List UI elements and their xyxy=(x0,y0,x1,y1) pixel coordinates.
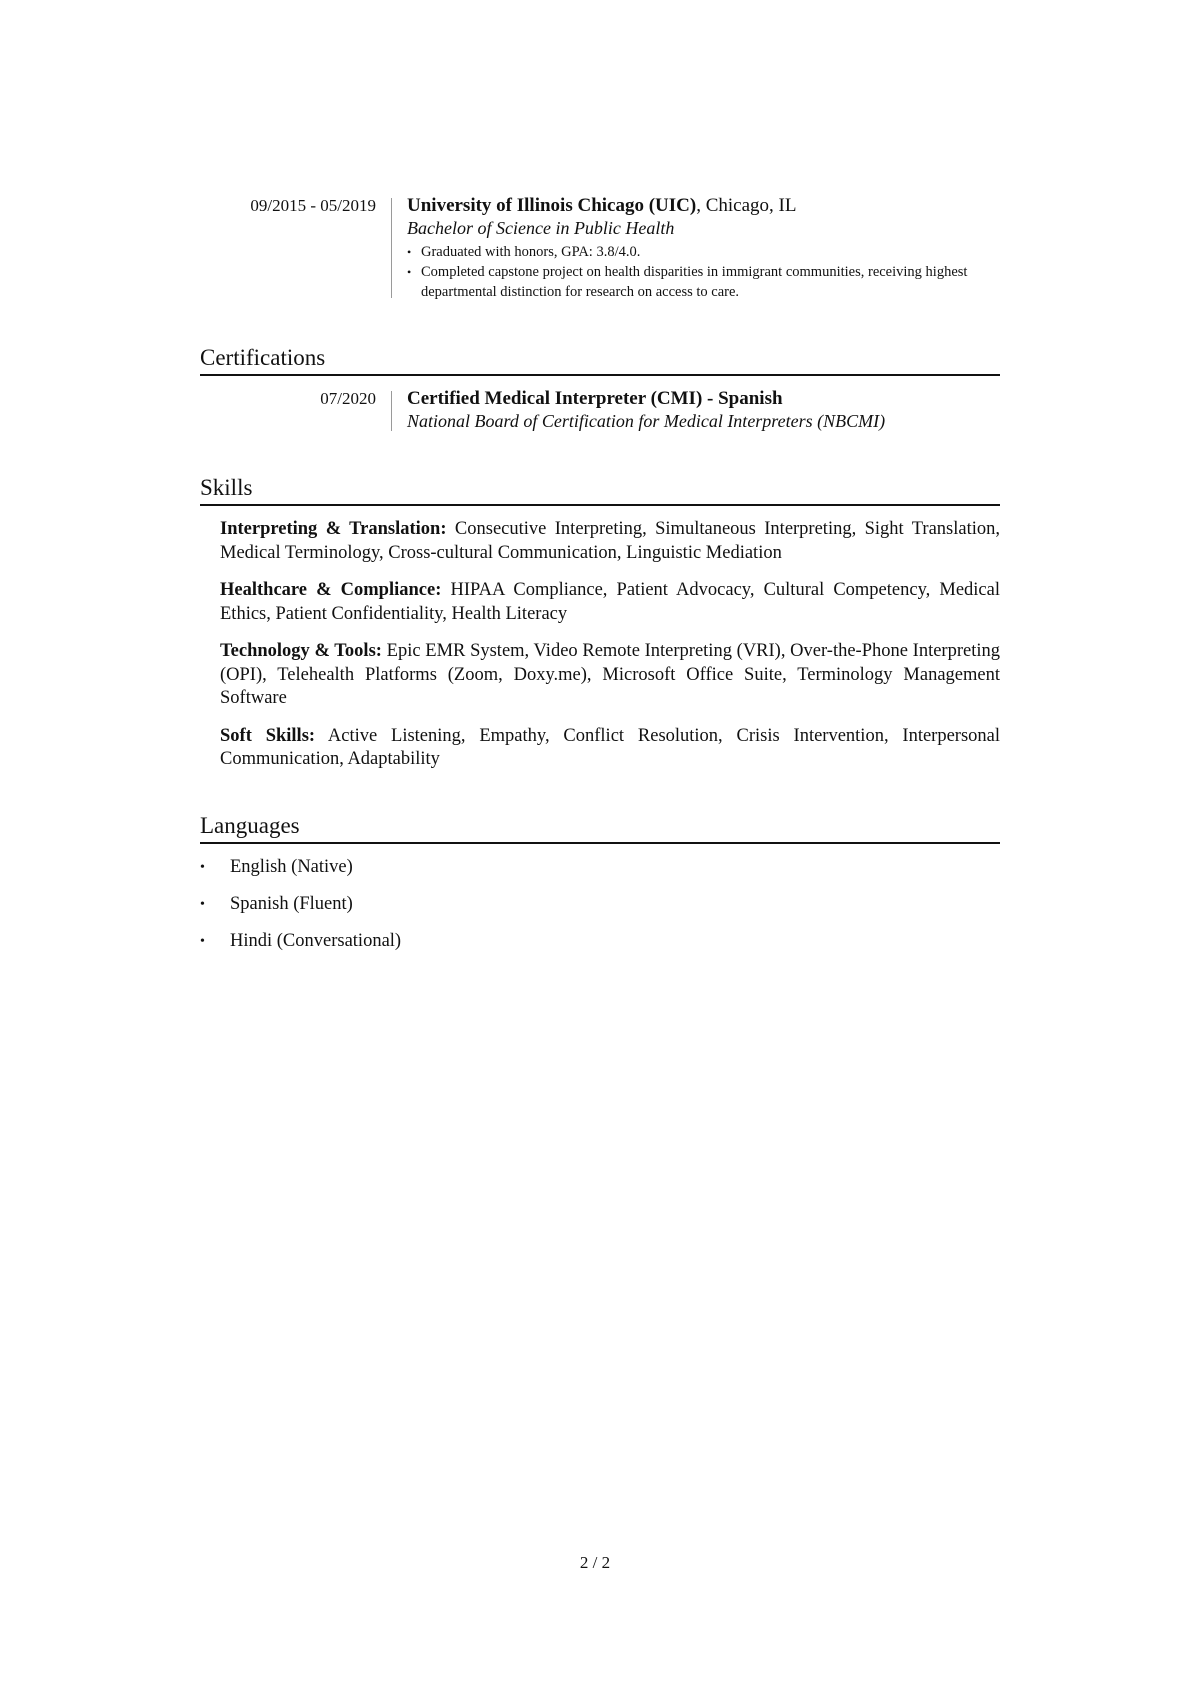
skill-text: Consecutive Interpreting, Simultaneous Interpreting, Sight Translation, Medical Terminology, Cross-cultural Communication, Linguistic Mediation xyxy=(220,519,1000,563)
entry-divider xyxy=(391,198,392,298)
institution-location: , Chicago, IL xyxy=(696,195,797,216)
certification-issuer: National Board of Certification for Medical Interpreters (NBCMI) xyxy=(407,411,886,431)
certification-title xyxy=(407,387,1000,410)
language-item: • English (Native) xyxy=(200,856,1000,879)
skill-label: Interpreting & Translation: xyxy=(220,519,447,539)
skills-list xyxy=(220,518,1000,786)
certification-name: Certified Medical Interpreter (CMI) - Spanish xyxy=(407,388,783,409)
language-item: • Spanish (Fluent) xyxy=(200,893,1000,916)
page-number: 2 / 2 xyxy=(579,1553,611,1572)
skill-group xyxy=(220,725,1000,772)
education-bullet: • Completed capstone project on health disparities in immigrant communities, receiving highest departmental distinction for research on access to care. xyxy=(407,262,1000,302)
certification-body xyxy=(407,387,1000,433)
certifications-heading: Certifications xyxy=(200,344,1000,376)
skill-text: Epic EMR System, Video Remote Interpreting (VRI), Over-the-Phone Interpreting (OPI), Telehealth Platforms (Zoom, Doxy.me), Microsoft Office Suite, Terminology Management Software xyxy=(220,641,1000,708)
institution-name: University of Illinois Chicago (UIC) xyxy=(407,195,697,216)
certification-entry xyxy=(200,387,1000,433)
skill-label: Soft Skills: xyxy=(220,725,316,746)
education-bullets xyxy=(407,242,1000,302)
skills-heading: Skills xyxy=(200,474,1000,506)
languages-list xyxy=(200,856,1000,967)
skill-group xyxy=(220,579,1000,626)
language-item: • Hindi (Conversational) xyxy=(200,930,1000,953)
entry-divider xyxy=(391,391,392,431)
degree: Bachelor of Science in Public Health xyxy=(407,218,675,238)
skill-text: Active Listening, Empathy, Conflict Resolution, Crisis Intervention, Interpersonal Communication, Adaptability xyxy=(220,725,1001,769)
skill-label: Healthcare & Compliance: xyxy=(220,580,442,600)
education-bullet: • Graduated with honors, GPA: 3.8/4.0. xyxy=(407,242,1000,262)
skill-group xyxy=(220,640,1000,711)
skill-text: HIPAA Compliance, Patient Advocacy, Cultural Competency, Medical Ethics, Patient Confidentiality, Health Literacy xyxy=(220,580,1000,624)
skill-label: Technology & Tools: xyxy=(220,641,382,661)
education-title xyxy=(407,194,1000,217)
skill-group xyxy=(220,518,1000,565)
education-date: 09/2015 - 05/2019 xyxy=(250,196,376,215)
education-entry xyxy=(200,194,1000,300)
education-body xyxy=(407,194,1000,302)
certification-date: 07/2020 xyxy=(320,389,376,408)
languages-heading: Languages xyxy=(200,812,1000,844)
